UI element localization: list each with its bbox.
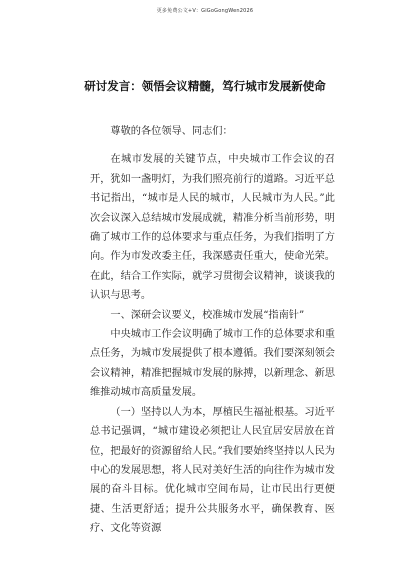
paragraph-section-1: 中央城市工作会议明确了城市工作的总体要求和重点任务，为城市发展提供了根本遵循。我们要深刻领会会议精神，精准把握城市发展的脉搏，以新理念、新思维推动城市高质量发展。 [90,329,335,399]
document-title: 研讨发言：领悟会议精髓，笃行城市发展新使命 [84,79,326,93]
paragraph-intro: 在城市发展的关键节点，中央城市工作会议的召开，犹如一盏明灯，为我们照亮前行的道路。习近平总书记指出，“城市是人民的城市，人民城市为人民。”此次会议深入总结城市发展成就，精准分析当前形势，明确了城市工作的总体要求与重点任务，为我们指明了方向。作为市发改委主任，我深感责任重大，使命光荣。在此，结合工作实际，就学习贯彻会议精神，谈谈我的认识与思考。 [90,154,335,302]
paragraph-subsection-1: （一）坚持以人为本，厚植民生福祉根基。习近平总书记强调，“城市建设必须把让人民宜居安居放在首位，把最好的资源留给人民。”我们要始终坚持以人民为中心的发展思想，将人民对美好生活的向往作为城市发展的奋斗目标。优化城市空间布局，让市民出行更便捷、生活更舒适；提升公共服务水平，确保教育、医疗、文化等资源 [90,406,335,535]
section-heading-1: 一、深研会议要义，校准城市发展“指南针” [110,309,305,321]
header-note: 更多免费公文+V：GiGoGongWen2026 [156,8,254,14]
document-body [90,122,335,539]
salutation: 尊敬的各位领导、同志们： [110,126,233,137]
